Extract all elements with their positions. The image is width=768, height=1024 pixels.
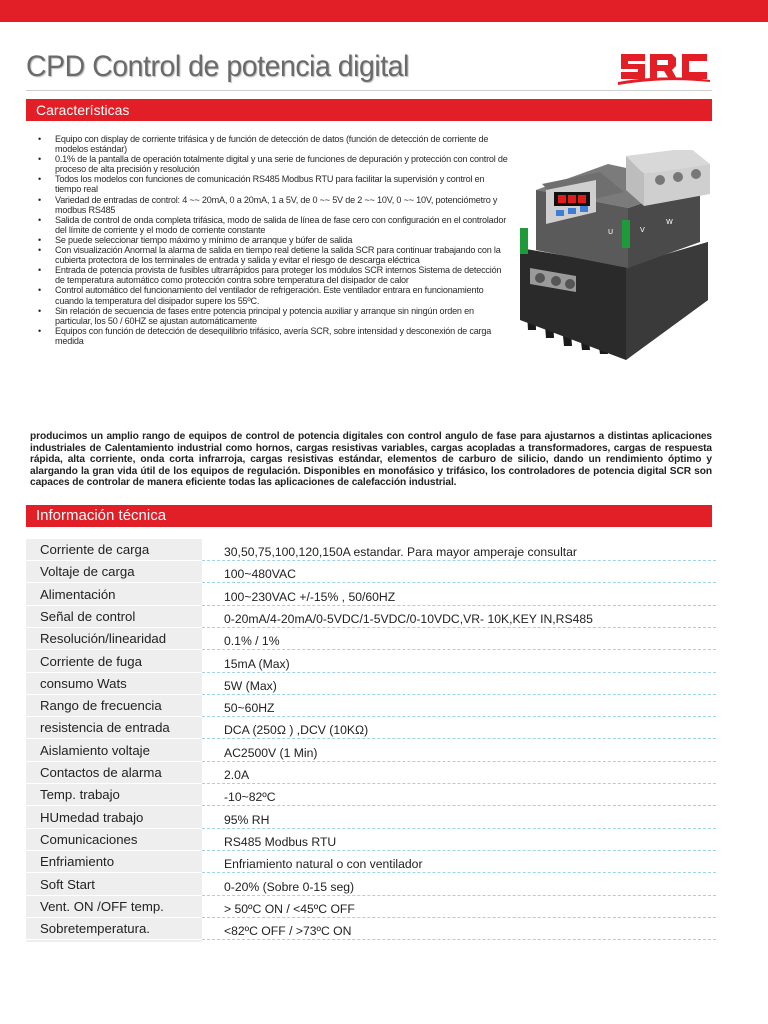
spec-row xyxy=(26,807,716,829)
spec-label: Alimentación xyxy=(40,586,116,602)
spec-label: Corriente de carga xyxy=(40,542,150,557)
spec-row xyxy=(26,695,716,717)
spec-row xyxy=(26,784,716,806)
spec-value: 100~480VAC xyxy=(224,567,296,582)
feature-item: • Se puede seleccionar tiempo máximo y mínimo de arranque y búfer de salida xyxy=(24,235,510,245)
feature-item: • Control automático del funcionamiento del ventilador de refrigeración. Este ventilador entrara en funcionamiento cuando la temperatura del disipador supere los 55ºC. xyxy=(24,285,510,305)
spec-value: <82ºC OFF / >73ºC ON xyxy=(224,924,352,939)
spec-label: Temp. trabajo xyxy=(40,787,120,803)
spec-label: Voltaje de carga xyxy=(40,564,135,580)
feature-item: • Equipo con display de corriente trifásica y de función de detección de datos (función de detección de corriente de modelos estándar) xyxy=(24,134,510,154)
spec-row xyxy=(26,606,716,628)
spec-row xyxy=(26,896,716,918)
spec-value: DCA (250Ω ) ,DCV (10KΩ) xyxy=(224,723,369,738)
spec-value: 30,50,75,100,120,150A estandar. Para mayor amperaje consultar xyxy=(224,545,577,559)
spec-label: resistencia de entrada xyxy=(40,720,170,736)
spec-label: Vent. ON /OFF temp. xyxy=(40,898,164,914)
spec-label: Comunicaciones xyxy=(40,831,138,847)
row-divider xyxy=(202,939,716,940)
spec-value: Enfriamiento natural o con ventilador xyxy=(224,857,423,872)
spec-value: 0-20% (Sobre 0-15 seg) xyxy=(224,879,355,894)
spec-row xyxy=(26,762,716,784)
spec-row xyxy=(26,717,716,739)
spec-value: 0.1% / 1% xyxy=(224,634,280,649)
title-divider xyxy=(26,90,712,91)
phase-label-w: W xyxy=(666,218,673,226)
spec-label: HUmedad trabajo xyxy=(40,809,144,825)
spec-value: 100~230VAC +/-15% , 50/60HZ xyxy=(224,589,396,604)
feature-item: • Con visualización Anormal la alarma de salida en tiempo real detiene la salida SCR para continuar trabajando con la cubierta protectora de los terminales de entrada y salida y evitar el riesgo de descarga eléctrica xyxy=(24,245,510,265)
page-title: CPD Control de potencia digital xyxy=(26,50,409,83)
spec-label: Enfriamiento xyxy=(40,854,115,870)
phase-label-v: V xyxy=(640,226,645,234)
feature-item: • Variedad de entradas de control: 4 ~~ 20mA, 0 a 20mA, 1 a 5V, de 0 ~~ 5V de 2 ~~ 10V, 0 ~~ 10V, potenciómetro y modbus RS485 xyxy=(24,195,510,215)
spec-value: 95% RH xyxy=(224,812,270,827)
spec-row xyxy=(26,673,716,695)
spec-label: Aislamiento voltaje xyxy=(40,742,150,758)
spec-label: Resolución/linearidad xyxy=(40,631,167,647)
spec-row xyxy=(26,628,716,650)
product-description: producimos un amplio rango de equipos de control de potencia digitales con control angulo de fase para ajustarnos a distintas aplicaciones industriales de Calentamiento industrial como hornos, cargas resistivas variables, cargas acopladas a transformadores, cargas de respuesta rápida, alta corriente, onda corta infrarroja, cargas resistivas estándar, elementos de carburo de silicio, dando un rendimiento óptimo y alargando la gran vida útil de los equipos de regulación. Disponibles en monofásico y trifásico, los controladores de potencia digital SCR son capaces de controlar de manera eficiente todas las aplicaciones de calefacción industrial. xyxy=(30,431,712,489)
spec-label: Soft Start xyxy=(40,876,95,892)
feature-item: • Salida de control de onda completa trifásica, modo de salida de línea de fase cero con configuración en el controlador del límite de corriente y el modo de corriente constante xyxy=(24,215,510,235)
feature-item: • Entrada de potencia provista de fusibles ultrarrápidos para proteger los módulos SCR internos Sistema de detección de temperatura automático como protección contra sobre temperatura del disipador de calor xyxy=(24,265,510,285)
features-list xyxy=(24,134,510,346)
spec-row xyxy=(26,561,716,583)
src-logo xyxy=(618,44,710,86)
feature-item: • Sin relación de secuencia de fases entre potencia principal y potencia auxiliar y arranque sin ningún orden en particular, los 50 / 60HZ se ajustan automáticamente xyxy=(24,306,510,326)
spec-label: Rango de frecuencia xyxy=(40,698,162,714)
label-divider xyxy=(26,939,202,940)
spec-value: 50~60HZ xyxy=(224,701,275,716)
features-header: Características xyxy=(26,99,712,121)
feature-item: • Equipos con función de detección de desequilibrio trifásico, avería SCR, sobre intensidad y desconexión de carga medida xyxy=(24,326,510,346)
spec-value: 15mA (Max) xyxy=(224,656,290,671)
spec-value: > 50ºC ON / <45ºC OFF xyxy=(224,901,355,916)
spec-label: consumo Wats xyxy=(40,675,127,691)
spec-value: -10~82ºC xyxy=(224,790,276,805)
spec-value: 0-20mA/4-20mA/0-5VDC/1-5VDC/0-10VDC,VR- 10K,KEY IN,RS485 xyxy=(224,611,593,626)
feature-item: • 0.1% de la pantalla de operación totalmente digital y una serie de funciones de depuración y protección con control de proceso de alta precisión y resolución xyxy=(24,154,510,174)
spec-row xyxy=(26,851,716,873)
spec-value: 2.0A xyxy=(224,768,250,782)
spec-label: Señal de control xyxy=(40,608,136,624)
spec-row xyxy=(26,918,716,940)
spec-row xyxy=(26,651,716,673)
spec-row xyxy=(26,740,716,762)
tech-info-header: Información técnica xyxy=(26,505,712,527)
feature-item: • Todos los modelos con funciones de comunicación RS485 Modbus RTU para facilitar la supervisión y control en tiempo real xyxy=(24,174,510,194)
spec-row xyxy=(26,539,716,561)
spec-row xyxy=(26,874,716,896)
spec-value: RS485 Modbus RTU xyxy=(224,834,337,849)
spec-label: Corriente de fuga xyxy=(40,653,142,669)
spec-value: 5W (Max) xyxy=(224,678,277,693)
spec-table xyxy=(26,539,716,942)
spec-label: Sobretemperatura. xyxy=(40,921,150,937)
top-red-bar xyxy=(0,0,768,22)
spec-value: AC2500V (1 Min) xyxy=(224,745,318,760)
spec-row xyxy=(26,829,716,851)
spec-label: Contactos de alarma xyxy=(40,765,162,780)
product-photo xyxy=(516,150,712,362)
spec-row xyxy=(26,584,716,606)
phase-label-u: U xyxy=(608,228,614,236)
